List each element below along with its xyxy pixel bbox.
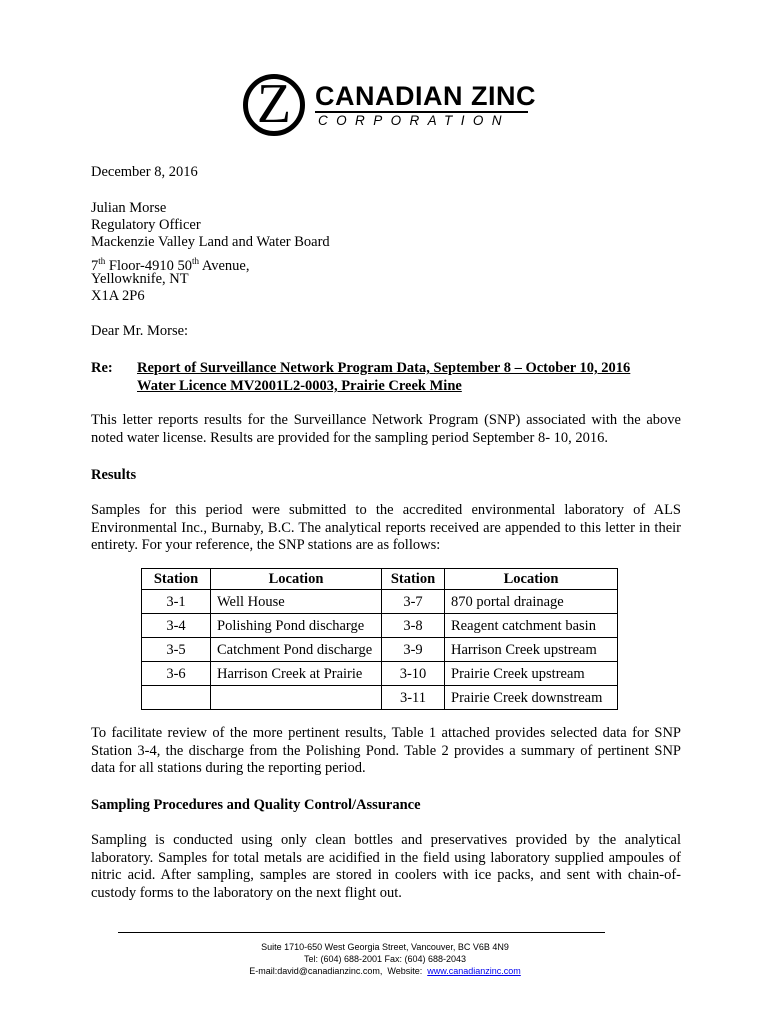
footer-address: Suite 1710-650 West Georgia Street, Vancouver, BC V6B 4N9 xyxy=(261,942,509,952)
station-cell: 3-7 xyxy=(382,590,445,614)
table-row xyxy=(142,590,618,614)
results-paragraph: Samples for this period were submitted to the accredited environmental laboratory of ALS Environmental Inc., Burnaby, B.C. The analytical reports received are appended to this letter in their entirety. For your reference, the SNP stations are as follows: xyxy=(91,502,681,553)
station-cell: 3-4 xyxy=(142,614,211,638)
company-logo xyxy=(243,73,536,146)
letter-date: December 8, 2016 xyxy=(91,164,198,180)
recipient-postal: X1A 2P6 xyxy=(91,288,145,304)
logo-company-name: CANADIAN ZINC xyxy=(315,81,536,111)
footer-website-link[interactable]: www.canadianzinc.com xyxy=(427,966,521,976)
location-cell: 870 portal drainage xyxy=(445,590,618,614)
sampling-heading: Sampling Procedures and Quality Control/Assurance xyxy=(91,797,421,813)
station-cell: 3-5 xyxy=(142,638,211,662)
footer-divider xyxy=(118,932,605,933)
station-cell: 3-11 xyxy=(382,686,445,710)
salutation: Dear Mr. Morse: xyxy=(91,323,189,339)
recipient-organization: Mackenzie Valley Land and Water Board xyxy=(91,234,330,250)
station-cell xyxy=(142,686,211,710)
address-floor-number: 7 xyxy=(91,257,99,274)
re-subject-line-1: Report of Surveillance Network Program Data, September 8 – October 10, 2016 xyxy=(137,360,631,376)
station-cell: 3-6 xyxy=(142,662,211,686)
sampling-paragraph: Sampling is conducted using only clean bottles and preservatives provided by the analytical laboratory. Samples for total metals are acidified in the field using laboratory supplied ampoules of nitric acid. After sampling, samples are stored in coolers with ice packs, and sent with chain-of-custody forms to the laboratory on the next flight out. xyxy=(91,832,681,901)
address-floor-mid: Floor-4910 50 xyxy=(105,257,192,274)
station-cell: 3-9 xyxy=(382,638,445,662)
re-label: Re: xyxy=(91,360,113,376)
location-cell: Harrison Creek at Prairie xyxy=(211,662,382,686)
table-header-station: Station xyxy=(142,569,211,590)
table-header-location: Location xyxy=(211,569,382,590)
recipient-title: Regulatory Officer xyxy=(91,217,201,233)
intro-paragraph: This letter reports results for the Surveillance Network Program (SNP) associated with the above noted water license. Results are provided for the sampling period September 8- 10, 2016. xyxy=(91,412,681,446)
footer-phone: Tel: (604) 688-2001 Fax: (604) 688-2043 xyxy=(303,954,467,964)
station-cell: 3-8 xyxy=(382,614,445,638)
location-cell: Prairie Creek upstream xyxy=(445,662,618,686)
re-subject-line-2: Water Licence MV2001L2-0003, Prairie Creek Mine xyxy=(137,378,462,394)
snp-stations-table xyxy=(141,568,618,710)
recipient-city: Yellowknife, NT xyxy=(91,271,189,287)
table-row xyxy=(142,638,618,662)
table-header-location: Location xyxy=(445,569,618,590)
address-avenue-sup: th xyxy=(191,256,199,266)
table-header-row xyxy=(142,569,618,590)
table-row xyxy=(142,686,618,710)
address-avenue: Avenue, xyxy=(199,257,250,274)
table-row xyxy=(142,662,618,686)
table-header-station: Station xyxy=(382,569,445,590)
footer-email: E-mail:david@canadianzinc.com, Website: xyxy=(249,966,428,976)
table-row xyxy=(142,614,618,638)
logo-letter: Z xyxy=(256,73,292,135)
location-cell: Reagent catchment basin xyxy=(445,614,618,638)
recipient-name: Julian Morse xyxy=(91,200,167,216)
location-cell: Catchment Pond discharge xyxy=(211,638,382,662)
results-heading: Results xyxy=(91,467,137,483)
station-cell: 3-10 xyxy=(382,662,445,686)
location-cell: Polishing Pond discharge xyxy=(211,614,382,638)
station-cell: 3-1 xyxy=(142,590,211,614)
location-cell: Well House xyxy=(211,590,382,614)
location-cell: Harrison Creek upstream xyxy=(445,638,618,662)
facilitate-paragraph: To facilitate review of the more pertinent results, Table 1 attached provides selected data for SNP Station 3-4, the discharge from the Polishing Pond. Table 2 provides a summary of pertinent SNP data for all stations during the reporting period. xyxy=(91,725,681,776)
logo-subtitle: CORPORATION xyxy=(318,113,510,128)
address-floor-sup: th xyxy=(98,256,106,266)
location-cell xyxy=(211,686,382,710)
location-cell: Prairie Creek downstream xyxy=(445,686,618,710)
footer-contact xyxy=(0,966,770,977)
